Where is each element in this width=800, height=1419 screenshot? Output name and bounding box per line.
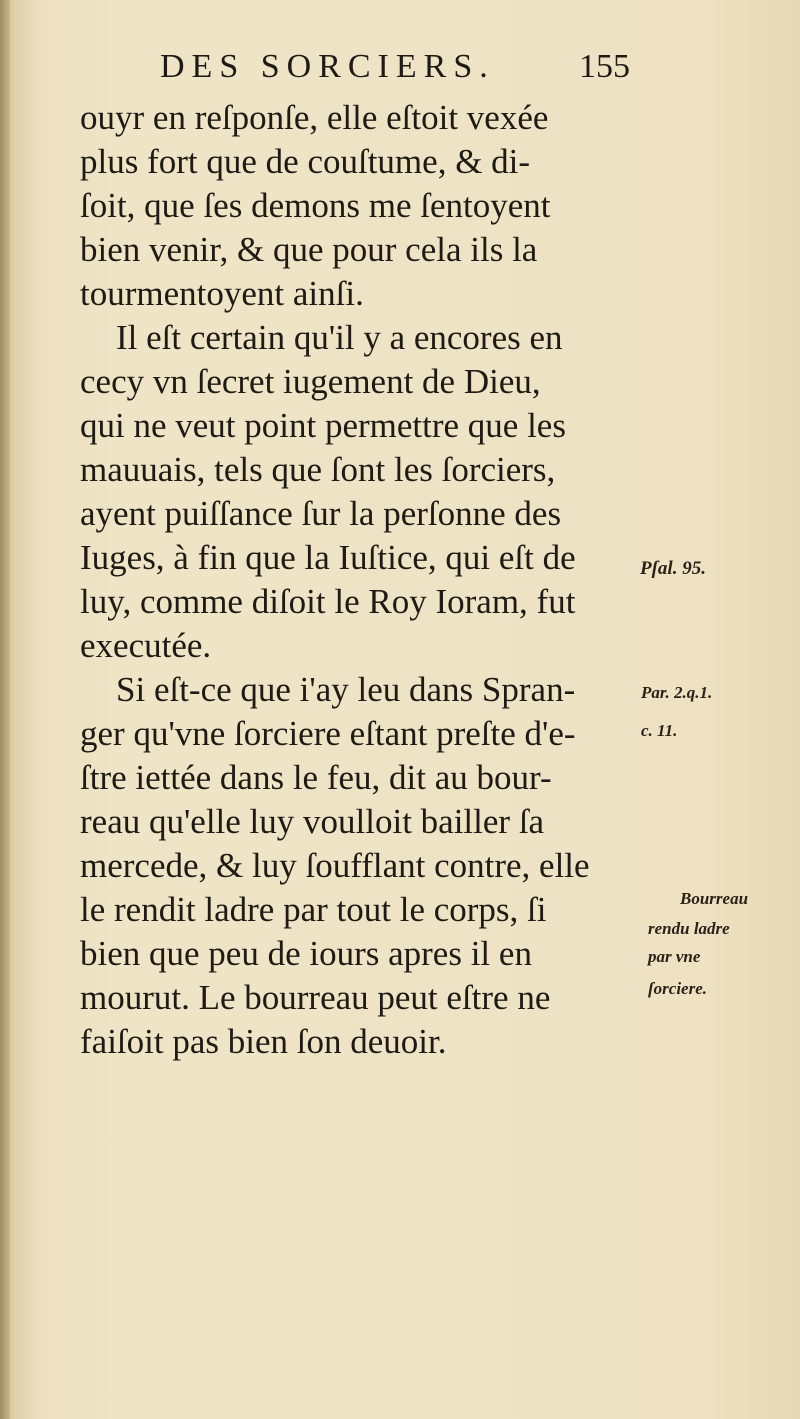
text-line: le rendit ladre par tout le corps, ſi [80, 890, 547, 929]
text-line: ayent puiſſance ſur la perſonne des [80, 494, 562, 533]
text-line: mourut. Le bourreau peut eſtre ne [80, 978, 551, 1017]
text-line: bien venir, & que pour cela ils la [80, 230, 538, 269]
text-line: Iuges, à fin que la Iuſtice, qui eſt de [80, 538, 576, 577]
text-line: ouyr en reſponſe, elle eſtoit vexée [80, 98, 549, 137]
text-line: faiſoit pas bien ſon deuoir. [80, 1022, 447, 1061]
book-spine [0, 0, 10, 1419]
text-line: tourmentoyent ainſi. [80, 274, 364, 313]
page-number: 155 [579, 48, 630, 85]
body-text [80, 96, 635, 1064]
text-line: executée. [80, 626, 212, 665]
text-line: luy, comme diſoit le Roy Ioram, fut [80, 582, 576, 621]
text-line: reau qu'elle luy voulloit bailler ſa [80, 802, 545, 841]
text-line: mercede, & luy ſoufflant contre, elle [80, 846, 590, 885]
margin-note-reference-chapter: c. 11. [641, 721, 678, 740]
margin-note-psalm: Pſal. 95. [640, 558, 706, 579]
text-line: Il eſt certain qu'il y a encores en [116, 318, 563, 357]
margin-note-bourreau: par vne [648, 947, 701, 966]
text-line: ſoit, que ſes demons me ſentoyent [80, 186, 551, 225]
running-title: DES SORCIERS. [160, 48, 495, 85]
margin-note-bourreau: rendu ladre [648, 919, 730, 938]
text-line: cecy vn ſecret iugement de Dieu, [80, 362, 541, 401]
text-line: qui ne veut point permettre que les [80, 406, 566, 445]
text-line: Si eſt-ce que i'ay leu dans Spran- [116, 670, 576, 709]
margin-note-reference: Par. 2.q.1. [641, 683, 713, 702]
margin-note-bourreau: ſorciere. [648, 979, 708, 998]
page-header [160, 48, 630, 98]
text-line: plus fort que de couſtume, & di- [80, 142, 531, 181]
text-line: ſtre iettée dans le feu, dit au bour- [80, 758, 552, 797]
margin-note-bourreau: Bourreau [680, 889, 749, 908]
text-line: mauuais, tels que ſont les ſorciers, [80, 450, 556, 489]
text-line: ger qu'vne ſorciere eſtant preſte d'e- [80, 714, 576, 753]
text-line: bien que peu de iours apres il en [80, 934, 532, 973]
